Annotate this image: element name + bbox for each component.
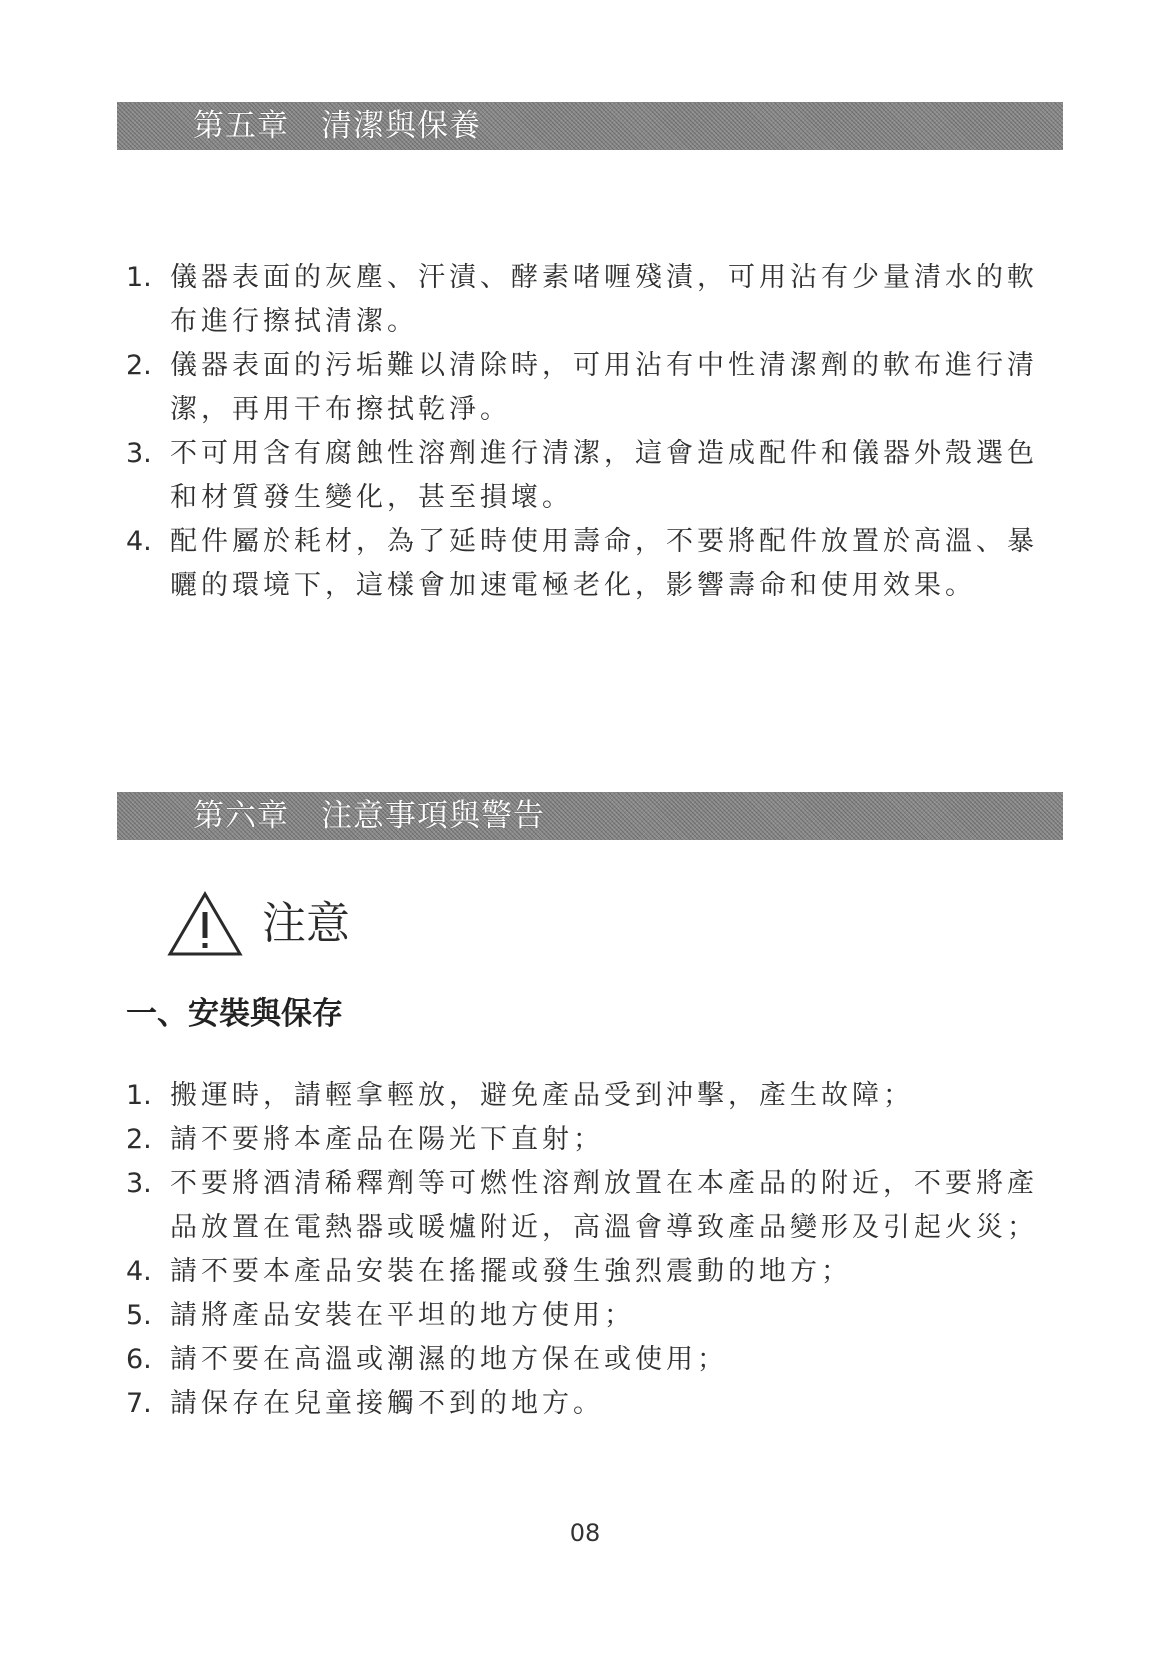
warning-triangle-icon bbox=[166, 890, 244, 958]
list-item-text: 請不要將本產品在陽光下直射； bbox=[170, 1124, 604, 1155]
list-item bbox=[126, 1382, 1046, 1426]
list-item-number: 5. bbox=[126, 1300, 152, 1331]
chapter-5-header bbox=[117, 102, 1063, 150]
list-item bbox=[126, 1162, 1046, 1250]
caution-heading bbox=[166, 890, 350, 958]
list-item-text: 不可用含有腐蝕性溶劑進行清潔，這會造成配件和儀器外殼選色和材質發生變化，甚至損壞。 bbox=[170, 438, 1038, 513]
list-item-text: 搬運時，請輕拿輕放，避免產品受到沖擊，產生故障； bbox=[170, 1080, 914, 1111]
list-item bbox=[126, 344, 1046, 432]
chapter-6-title: 第六章 注意事項與警告 bbox=[193, 798, 545, 834]
list-item-text: 儀器表面的污垢難以清除時，可用沾有中性清潔劑的軟布進行清潔，再用干布擦拭乾淨。 bbox=[170, 350, 1038, 425]
chapter-5-title: 第五章 清潔與保養 bbox=[193, 108, 481, 144]
list-item-number: 2. bbox=[126, 350, 152, 381]
list-item-number: 4. bbox=[126, 1256, 152, 1287]
list-item-number: 7. bbox=[126, 1388, 152, 1419]
storage-list bbox=[126, 1074, 1046, 1426]
list-item-number: 2. bbox=[126, 1124, 152, 1155]
list-item-text: 請不要本產品安裝在搖擺或發生強烈震動的地方； bbox=[170, 1256, 852, 1287]
list-item bbox=[126, 1250, 1046, 1294]
list-item-text: 不要將酒清稀釋劑等可燃性溶劑放置在本產品的附近，不要將產品放置在電熱器或暖爐附近，高溫會導致產品變形及引起火災； bbox=[170, 1168, 1038, 1243]
list-item-text: 請將產品安裝在平坦的地方使用； bbox=[170, 1300, 635, 1331]
list-item bbox=[126, 1338, 1046, 1382]
chapter-6-header bbox=[117, 792, 1063, 840]
page-number: 08 bbox=[569, 1519, 601, 1547]
list-item bbox=[126, 432, 1046, 520]
list-item-number: 1. bbox=[126, 1080, 152, 1111]
list-item bbox=[126, 1294, 1046, 1338]
list-item-text: 請保存在兒童接觸不到的地方。 bbox=[170, 1388, 604, 1419]
caution-label: 注意 bbox=[262, 898, 350, 949]
list-item bbox=[126, 520, 1046, 608]
list-item-text: 請不要在高溫或潮濕的地方保在或使用； bbox=[170, 1344, 728, 1375]
list-item-number: 4. bbox=[126, 526, 152, 557]
cleaning-list bbox=[126, 256, 1046, 608]
list-item-text: 配件屬於耗材，為了延時使用壽命，不要將配件放置於高溫、暴曬的環境下，這樣會加速電極老化，影響壽命和使用效果。 bbox=[170, 526, 1038, 601]
list-item-text: 儀器表面的灰塵、汗漬、酵素啫喱殘漬，可用沾有少量清水的軟布進行擦拭清潔。 bbox=[170, 262, 1038, 337]
list-item-number: 3. bbox=[126, 438, 152, 469]
list-item-number: 1. bbox=[126, 262, 152, 293]
list-item-number: 3. bbox=[126, 1168, 152, 1199]
list-item bbox=[126, 256, 1046, 344]
list-item bbox=[126, 1074, 1046, 1118]
section-title: 一、安裝與保存 bbox=[126, 996, 343, 1032]
list-item bbox=[126, 1118, 1046, 1162]
list-item-number: 6. bbox=[126, 1344, 152, 1375]
